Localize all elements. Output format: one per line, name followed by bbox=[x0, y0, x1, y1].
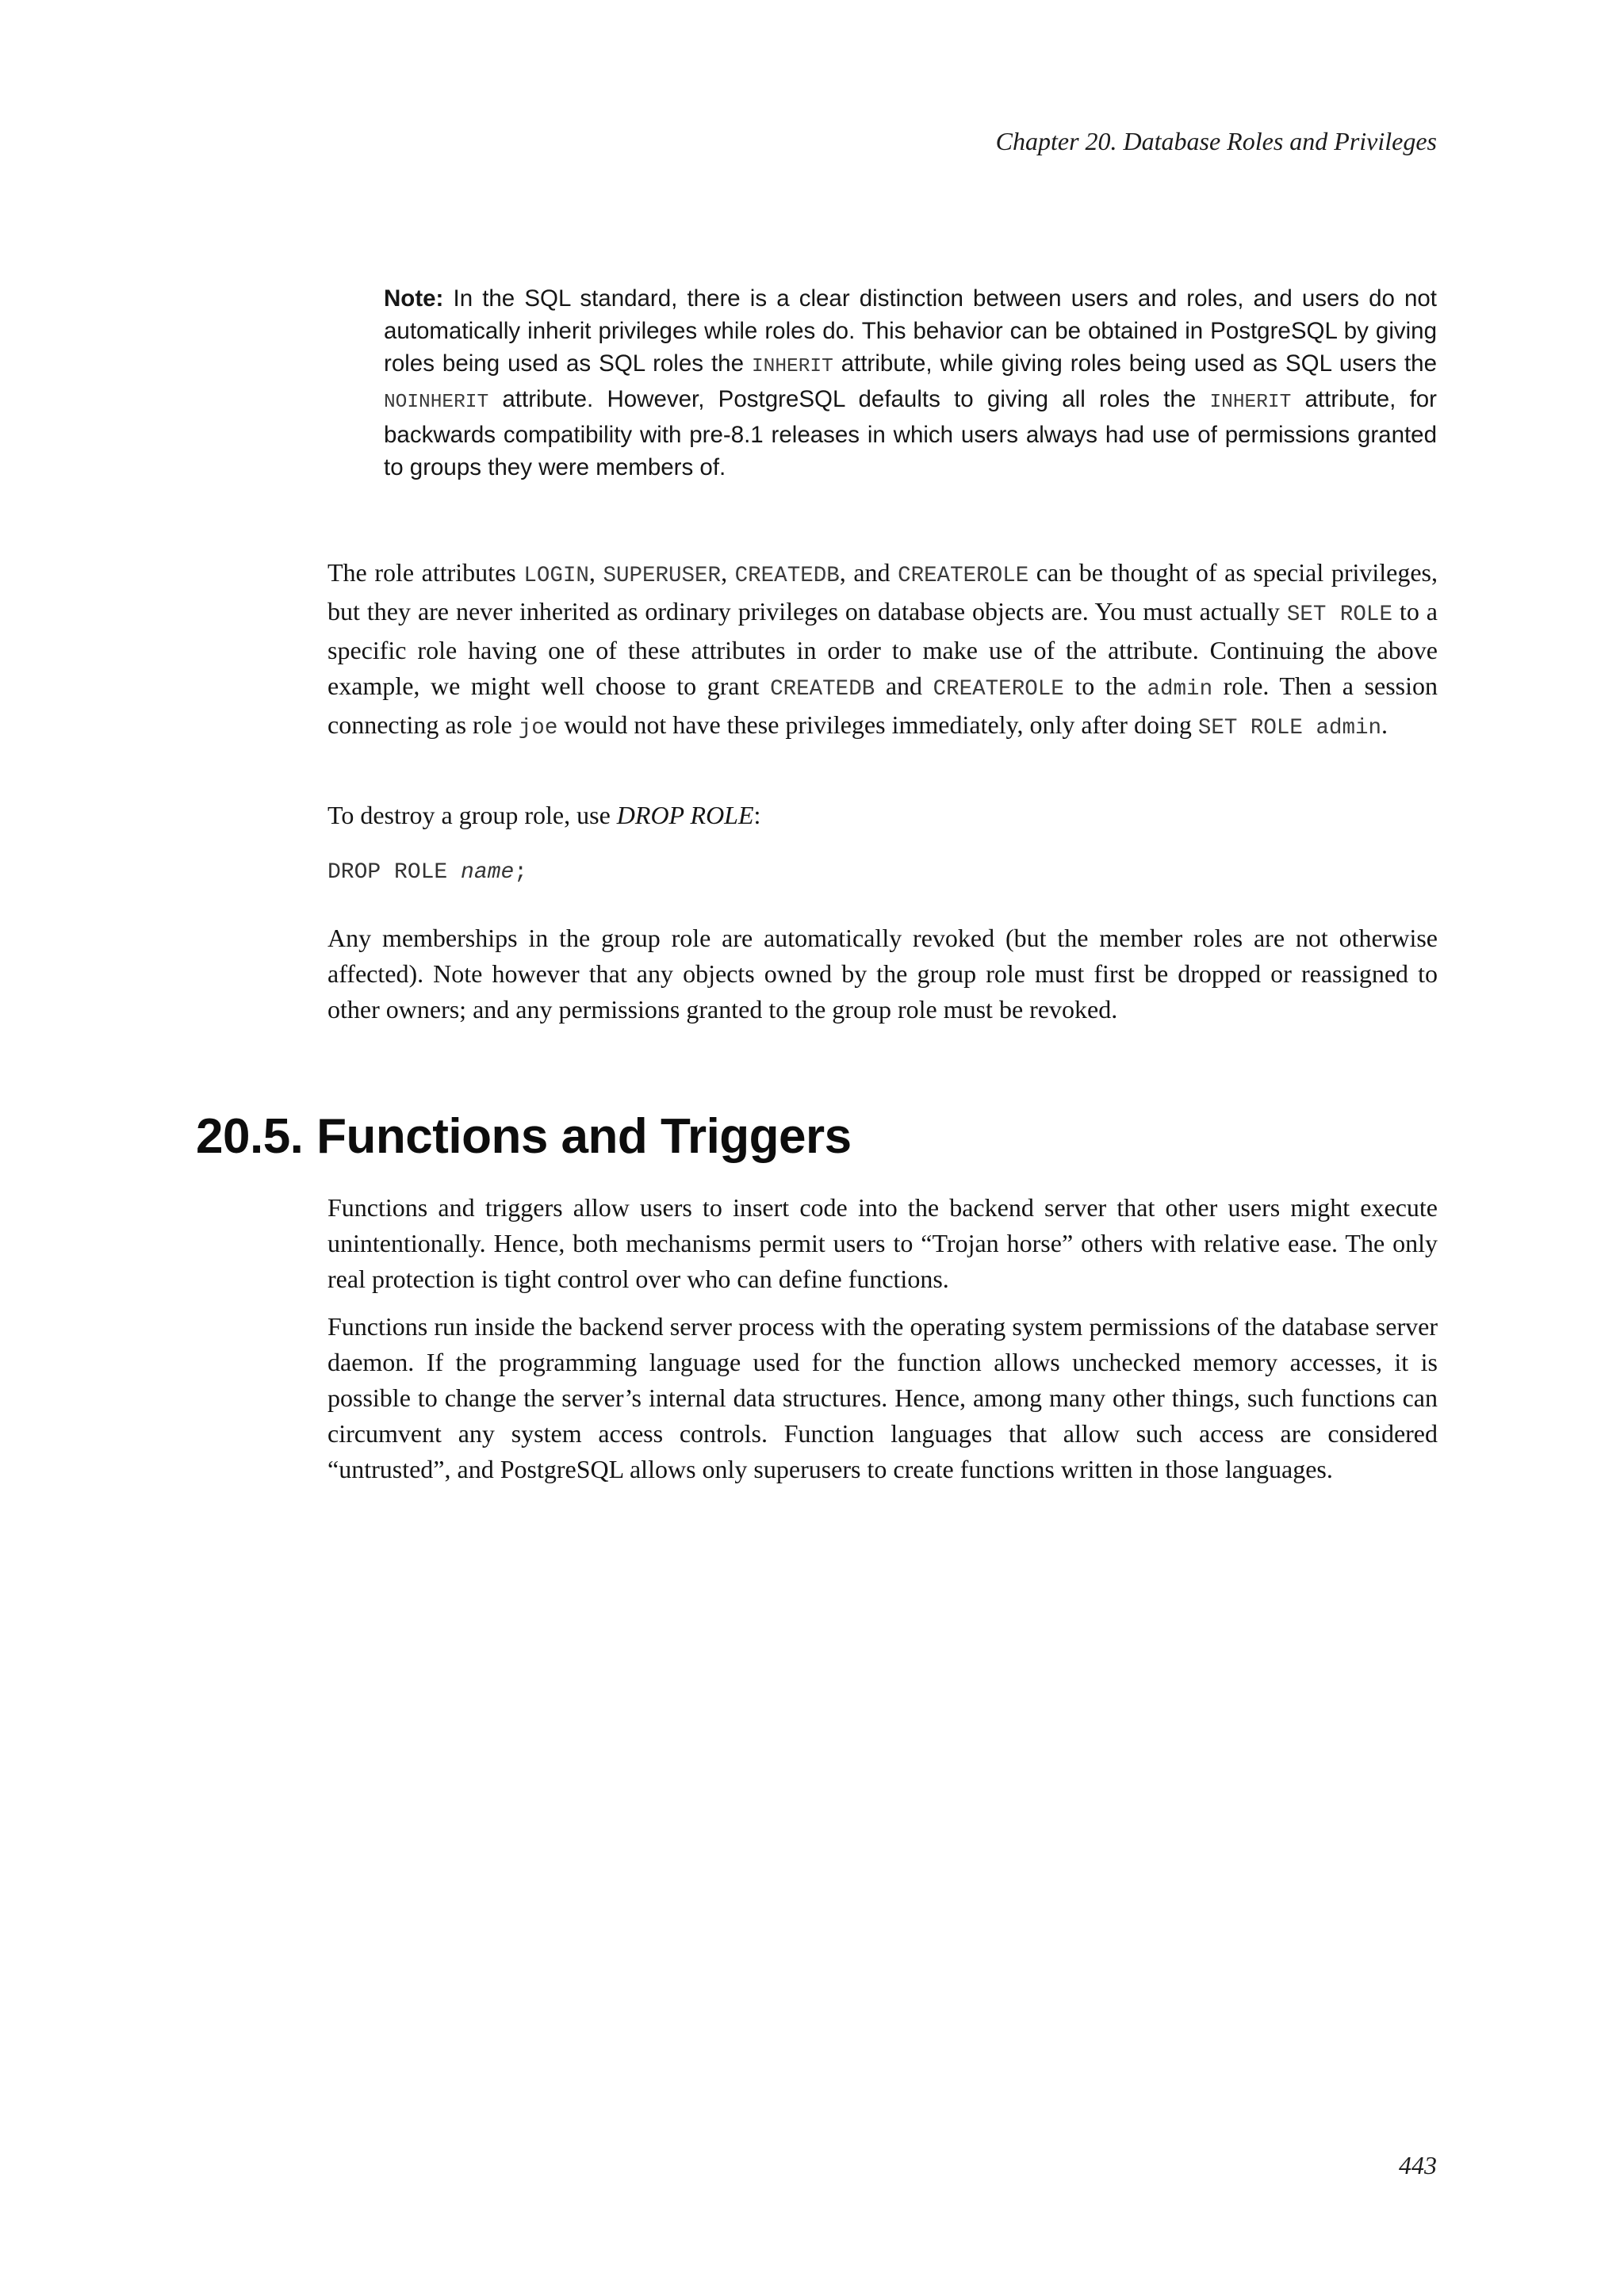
text: To destroy a group role, use bbox=[327, 801, 617, 829]
code-createdb: CREATEDB bbox=[734, 564, 840, 588]
note-text: attribute, for backwards compatibility with pre-8.1 releases in which users always had use of permissions granted to groups they were members of. bbox=[384, 386, 1437, 480]
code-noinherit: NOINHERIT bbox=[384, 392, 489, 413]
text: , and bbox=[839, 558, 898, 587]
code-argument: name bbox=[461, 860, 515, 885]
text: to the bbox=[1063, 672, 1147, 700]
code-terminator: ; bbox=[514, 860, 528, 885]
text: : bbox=[753, 801, 761, 829]
note-text: In the SQL standard, there is a clear distinction between users and roles, and users do not automatically inherit privileges while roles do. This behavior can be obtained in PostgreSQL by giving roles being used as SQL roles the bbox=[384, 285, 1437, 377]
code-set-role: SET ROLE bbox=[1286, 603, 1392, 627]
note-text: attribute. However, PostgreSQL defaults to giving all roles the bbox=[488, 386, 1210, 412]
text: role. Then a session connecting as role bbox=[327, 672, 1438, 739]
text: and bbox=[875, 672, 933, 700]
code-createrole: CREATEROLE bbox=[898, 564, 1029, 588]
note-box bbox=[384, 282, 1437, 484]
paragraph-memberships: Any memberships in the group role are automatically revoked (but the member roles are not otherwise affected). Note however that any objects owned by the group role must first be dropped or reassigned to other owners; and any permissions granted to the group role must be revoked. bbox=[327, 924, 1438, 1024]
text: can be thought of as special privileges, but they are never inherited as ordinary privileges on database objects are. You must actually bbox=[327, 558, 1438, 626]
text: would not have these privileges immediately, only after doing bbox=[557, 710, 1198, 739]
drop-role-link[interactable]: DROP ROLE bbox=[616, 801, 754, 829]
code-inherit: INHERIT bbox=[751, 356, 833, 377]
paragraph-role-attributes bbox=[327, 555, 1438, 746]
code-example bbox=[327, 860, 527, 885]
running-header: Chapter 20. Database Roles and Privileges bbox=[995, 127, 1437, 155]
page-number: 443 bbox=[1399, 2151, 1437, 2179]
paragraph-functions-triggers: Functions and triggers allow users to insert code into the backend server that other users might execute unintentionally. Hence, both mechanisms permit users to “Trojan horse” others with relative ease. The only real protection is tight control over who can define functions. bbox=[327, 1193, 1438, 1293]
code-joe: joe bbox=[518, 716, 558, 740]
text: , bbox=[588, 558, 603, 587]
code-admin: admin bbox=[1147, 677, 1213, 702]
note-label: Note: bbox=[384, 285, 444, 312]
code-login: LOGIN bbox=[523, 564, 589, 588]
text: , bbox=[721, 558, 735, 587]
section-title: 20.5. Functions and Triggers bbox=[196, 1109, 852, 1164]
paragraph-functions-run: Functions run inside the backend server process with the operating system permissions of the database server daemon. If the programming language used for the function allows unchecked memory accesses, it is possible to change the server’s internal data structures. Hence, among many other things, such functions can circumvent any system access controls. Function languages that allow such access are considered “untrusted”, and PostgreSQL allows only superusers to create functions written in those languages. bbox=[327, 1312, 1438, 1483]
text: to a specific role having one of these attributes in order to make use of the attribute. Continuing the above example, we might well choose to grant bbox=[327, 597, 1438, 700]
code-command: DROP ROLE bbox=[327, 860, 462, 885]
code-inherit: INHERIT bbox=[1209, 392, 1292, 413]
code-superuser: SUPERUSER bbox=[603, 564, 722, 588]
text: . bbox=[1381, 710, 1388, 739]
code-set-role-admin: SET ROLE admin bbox=[1197, 716, 1382, 740]
text: The role attributes bbox=[327, 558, 524, 587]
paragraph-destroy-role bbox=[327, 798, 1438, 833]
code-createrole: CREATEROLE bbox=[933, 677, 1064, 702]
code-createdb: CREATEDB bbox=[770, 677, 875, 702]
note-text: attribute, while giving roles being used as SQL users the bbox=[833, 350, 1437, 377]
